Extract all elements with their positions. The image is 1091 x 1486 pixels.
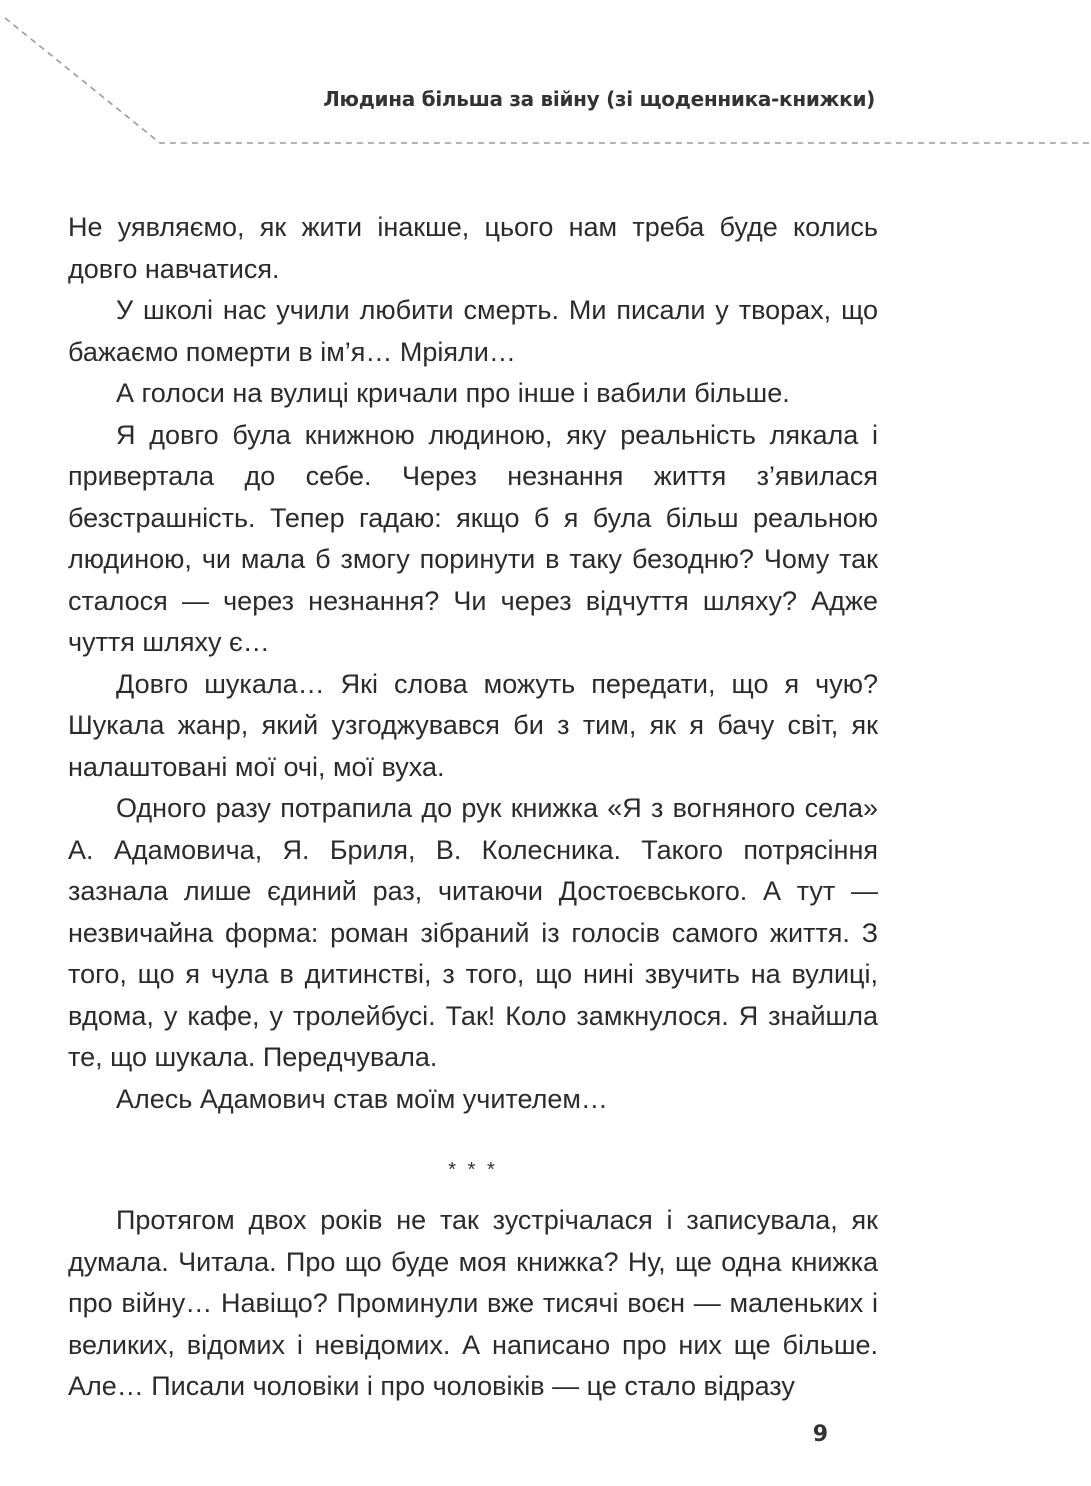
body-paragraph: У школі нас учили любити смерть. Ми писали у творах, що бажаємо померти в ім’я… Мріяли… [68,295,878,367]
body-paragraph: Не уявляємо, як жити інакше, цього нам треба буде колись довго навчатися. [68,212,878,284]
body-paragraph: Одного разу потрапила до рук книжка «Я з вогняного села» А. Адамовича, Я. Бриля, В. Колесника. Такого потрясіння зазнала лише єдиний раз, читаючи Достоєвського. А тут — незвичайна форма: роман зібраний із голосів самого життя. З того, що я чула в дитинстві, з того, що нині звучить на вулиці, вдома, у кафе, у тролейбусі. Так! Коло замкнулося. Я знайшла те, що шукала. Передчувала. [68,793,878,1072]
body-paragraph: Довго шукала… Які слова можуть передати, що я чую? Шукала жанр, який узгоджувався би з тим, як я бачу світ, як налаштовані мої очі, мої вуха. [68,668,878,782]
running-head-title: Людина більша за війну (зі щоденника-книжки) [323,87,875,111]
section-separator: * * * [448,1159,498,1181]
page-body-text [68,207,878,1408]
header-dashed-ornament [0,0,1091,160]
body-paragraph: Алесь Адамович став моїм учителем… [116,1083,608,1114]
body-paragraph: Протягом двох років не так зустрічалася і записувала, як думала. Читала. Про що буде моя книжка? Ну, ще одна книжка про війну… Навіщо? Проминули вже тисячі воєн — маленьких і великих, відомих і невідомих. А написано про них ще більше. Але… Писали чоловіки і про чоловіків — це стало відразу [68,1205,878,1401]
body-paragraph: А голоси на вулиці кричали про інше і вабили більше. [116,378,790,408]
body-paragraph: Я довго була книжною людиною, яку реальність лякала і привертала до себе. Через незнання життя з’явилася безстрашність. Тепер гадаю: якщо б я була більш реальною людиною, чи мала б змогу поринути в таку безодню? Чому так сталося — через незнання? Чи через відчуття шляху? Адже чуття шляху є… [68,419,878,657]
page-number: 9 [812,1422,828,1447]
